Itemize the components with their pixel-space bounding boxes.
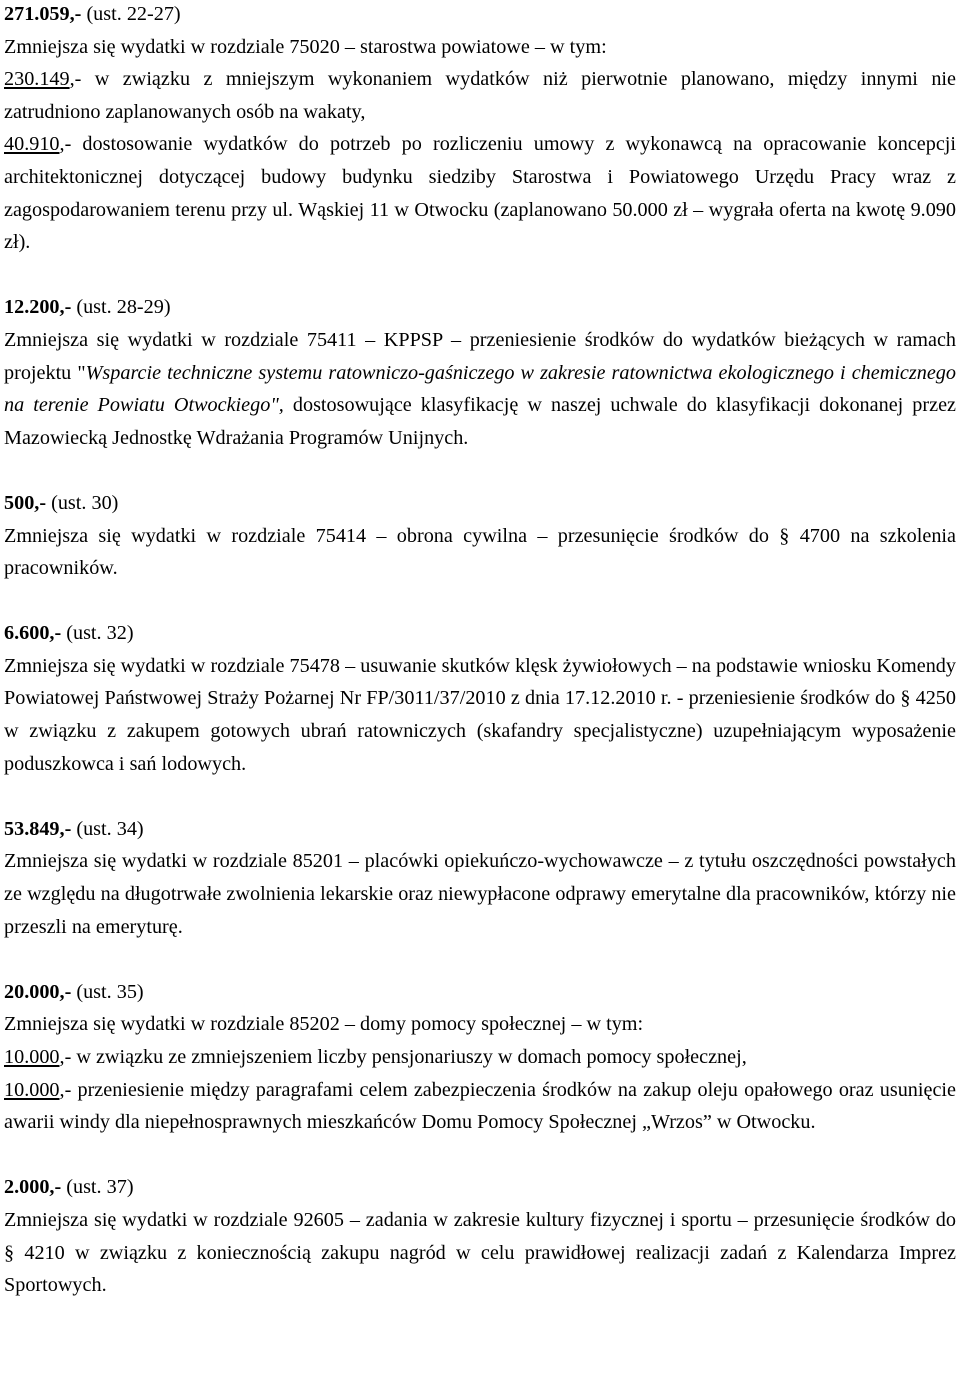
section-heading bbox=[4, 0, 956, 31]
section-heading bbox=[4, 617, 956, 650]
amount: 53.849,- bbox=[4, 817, 72, 840]
project-title: Wsparcie techniczne systemu ratowniczo-gaśniczego w zakresie ratownictwa ekologicznego i chemicznego na terenie Powiatu Otwockiego", bbox=[4, 361, 956, 417]
item-text: ,- dostosowanie wydatków do potrzeb po rozliczeniu umowy z wykonawcą na opracowanie koncepcji architektonicznej dotyczącej budowy budynku siedziby Starostwa i Powiatowego Urzędu Pracy wraz z zagospodarowaniem terenu przy ul. Wąskiej 11 w Otwocku (zaplanowano 50.000 zł – wygrała oferta na kwotę 9.090 zł). bbox=[4, 133, 956, 254]
section-75478 bbox=[4, 617, 956, 780]
item-text: ,- w związku ze zmniejszeniem liczby pensjonariuszy w domach pomocy społecznej, bbox=[59, 1046, 747, 1068]
list-item bbox=[4, 128, 956, 258]
section-92605 bbox=[4, 1171, 956, 1301]
paragraph-reference: (ust. 34) bbox=[71, 817, 144, 840]
section-heading bbox=[4, 487, 956, 520]
section-body bbox=[4, 324, 956, 454]
section-heading bbox=[4, 291, 956, 324]
list-item bbox=[4, 1074, 956, 1139]
section-85201 bbox=[4, 813, 956, 943]
section-75411 bbox=[4, 291, 956, 454]
section-body: Zmniejsza się wydatki w rozdziale 75414 – obrona cywilna – przesunięcie środków do § 4700 na szkolenia pracowników. bbox=[4, 524, 956, 580]
paragraph-reference: (ust. 30) bbox=[46, 491, 119, 514]
section-intro: Zmniejsza się wydatki w rozdziale 75020 – starostwa powiatowe – w tym: bbox=[4, 35, 607, 58]
amount: 6.600,- bbox=[4, 622, 62, 645]
section-85202 bbox=[4, 976, 956, 1139]
paragraph-reference: (ust. 28-29) bbox=[71, 296, 171, 319]
section-75414 bbox=[4, 487, 956, 585]
section-body: Zmniejsza się wydatki w rozdziale 85201 – placówki opiekuńczo-wychowawcze – z tytułu oszczędności powstałych ze względu na długotrwałe zwolnienia lekarskie oraz niewypłacone odprawy emerytalne dla pracowników, którzy nie przeszli na emeryturę. bbox=[4, 850, 956, 938]
list-item bbox=[4, 63, 956, 128]
item-text: ,- przeniesienie między paragrafami celem zabezpieczenia środków na zakup oleju opałowego oraz usunięcie awarii windy dla niepełnosprawnych mieszkańców Domu Pomocy Społecznej „Wrzos” w Otwocku. bbox=[4, 1078, 956, 1134]
paragraph-reference: (ust. 32) bbox=[61, 622, 134, 645]
item-text: ,- w związku z mniejszym wykonaniem wydatków niż pierwotnie planowano, między innymi nie zatrudniono zaplanowanych osób na wakaty, bbox=[4, 68, 956, 123]
body-text-start: Zmniejsza się wydatki w rozdziale 75411 – KPPSP – przeniesienie środków do wydatków bieżących w ramach projektu " bbox=[4, 328, 956, 384]
paragraph-reference: (ust. 22-27) bbox=[81, 3, 181, 25]
amount: 271.059,- bbox=[4, 3, 82, 25]
section-heading bbox=[4, 813, 956, 846]
section-heading bbox=[4, 1171, 956, 1204]
item-amount: 40.910 bbox=[4, 133, 60, 156]
paragraph-reference: (ust. 37) bbox=[61, 1176, 134, 1199]
amount: 500,- bbox=[4, 491, 47, 514]
document-page bbox=[4, 0, 956, 1302]
section-75020 bbox=[4, 0, 956, 259]
amount: 2.000,- bbox=[4, 1176, 62, 1199]
section-body: Zmniejsza się wydatki w rozdziale 92605 – zadania w zakresie kultury fizycznej i sportu – przesunięcie środków do § 4210 w związku z koniecznością zakupu nagród w celu prawidłowej realizacji zadań z Kalendarza Imprez Sportowych. bbox=[4, 1208, 956, 1297]
body-text-end: dostosowujące klasyfikację w naszej uchwale do klasyfikacji dokonanej przez Mazowiecką Jednostkę Wdrażania Programów Unijnych. bbox=[4, 394, 956, 449]
amount: 12.200,- bbox=[4, 296, 72, 319]
list-item bbox=[4, 1041, 956, 1074]
paragraph-reference: (ust. 35) bbox=[71, 980, 144, 1003]
item-amount: 10.000 bbox=[4, 1078, 60, 1101]
section-body: Zmniejsza się wydatki w rozdziale 75478 – usuwanie skutków klęsk żywiołowych – na podstawie wniosku Komendy Powiatowej Państwowej Straży Pożarnej Nr FP/3011/37/2010 z dnia 17.12.2010 r. - przeniesienie środków do § 4250 w związku z zakupem gotowych ubrań ratowniczych (skafandry specjalistyczne) uzupełniającym wyposażenie poduszkowca i sań lodowych. bbox=[4, 654, 956, 775]
section-heading bbox=[4, 976, 956, 1009]
item-amount: 10.000 bbox=[4, 1046, 60, 1068]
item-amount: 230.149 bbox=[4, 68, 70, 91]
amount: 20.000,- bbox=[4, 980, 72, 1003]
section-intro: Zmniejsza się wydatki w rozdziale 85202 – domy pomocy społecznej – w tym: bbox=[4, 1013, 644, 1036]
